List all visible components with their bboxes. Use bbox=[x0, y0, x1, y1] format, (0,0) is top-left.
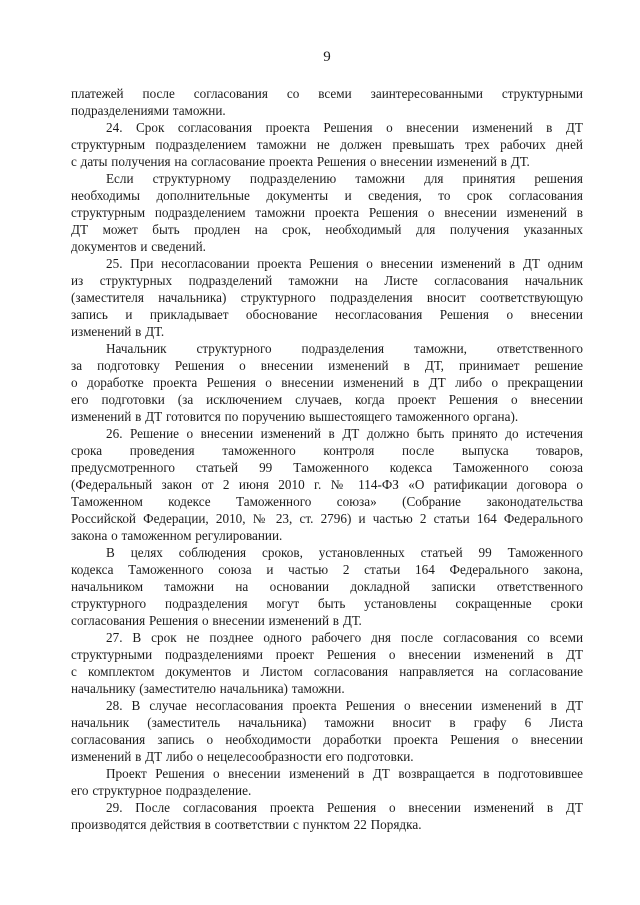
paragraph bbox=[71, 85, 583, 119]
paragraph bbox=[71, 170, 583, 255]
text-line: необходимы дополнительные документы и сведения, то срок согласования bbox=[71, 188, 583, 203]
paragraph bbox=[71, 799, 583, 833]
text-line: запись и прикладывает обоснование несогласования Решения о внесении bbox=[71, 307, 583, 322]
text-line: изменений в ДТ либо о нецелесообразности его подготовки. bbox=[71, 749, 414, 764]
text-line: 25. При несогласовании проекта Решения о внесении изменений в ДТ одним bbox=[106, 256, 583, 271]
text-line: Таможенном кодексе Таможенного союза» (Собрание законодательства bbox=[71, 494, 583, 509]
text-line: согласования запись о необходимости доработки проекта Решения о внесении bbox=[71, 732, 583, 747]
text-line: изменений в ДТ готовится по поручению вышестоящего таможенного органа). bbox=[71, 409, 519, 424]
text-line: 24. Срок согласования проекта Решения о внесении изменений в ДТ bbox=[106, 120, 583, 135]
text-line: о доработке проекта Решения о внесении изменений в ДТ либо о прекращении bbox=[71, 375, 583, 390]
text-line: начальнику (заместителю начальника) таможни. bbox=[71, 681, 345, 696]
text-line: его структурное подразделение. bbox=[71, 783, 252, 798]
document-body bbox=[71, 85, 583, 833]
text-line: структурным подразделением таможни не должен превышать трех рабочих дней bbox=[71, 137, 583, 152]
text-line: его подготовки (за исключением случаев, когда проект Решения о внесении bbox=[71, 392, 583, 407]
paragraph bbox=[71, 697, 583, 765]
text-line: (Федеральный закон от 2 июня 2010 г. № 114-ФЗ «О ратификации договора о bbox=[71, 477, 583, 492]
paragraph bbox=[71, 544, 583, 629]
text-line: структурными подразделениями проект Решения о внесении изменений в ДТ bbox=[71, 647, 583, 662]
page-number: 9 bbox=[323, 49, 331, 65]
paragraph bbox=[71, 119, 583, 170]
text-line: (заместителя начальника) структурного подразделения вносит соответствующую bbox=[71, 290, 583, 305]
text-line: начальником таможни на основании докладной записки ответственного bbox=[71, 579, 583, 594]
text-line: ДТ может быть продлен на срок, необходимый для получения указанных bbox=[71, 222, 583, 237]
text-line: структурного подразделения могут быть установлены сокращенные сроки bbox=[71, 596, 583, 611]
text-line: документов и сведений. bbox=[71, 239, 206, 254]
text-line: производятся действия в соответствии с пунктом 22 Порядка. bbox=[71, 817, 422, 832]
text-line: Начальник структурного подразделения таможни, ответственного bbox=[106, 341, 583, 356]
text-line: Российской Федерации, 2010, № 23, ст. 2796) и частью 2 статьи 164 Федерального bbox=[71, 511, 583, 526]
text-line: кодекса Таможенного союза и частью 2 статьи 164 Федерального закона, bbox=[71, 562, 583, 577]
paragraph bbox=[71, 340, 583, 425]
text-line: закона о таможенном регулировании. bbox=[71, 528, 283, 543]
text-line: В целях соблюдения сроков, установленных статьей 99 Таможенного bbox=[106, 545, 583, 560]
text-line: начальник (заместитель начальника) таможни вносит в графу 6 Листа bbox=[71, 715, 583, 730]
text-line: 29. После согласования проекта Решения о внесении изменений в ДТ bbox=[106, 800, 583, 815]
text-line: из структурных подразделений таможни на Листе согласования начальник bbox=[71, 273, 583, 288]
paragraph bbox=[71, 629, 583, 697]
text-line: Если структурному подразделению таможни для принятия решения bbox=[106, 171, 583, 186]
text-line: платежей после согласования со всеми заинтересованными структурными bbox=[71, 86, 583, 101]
text-line: изменений в ДТ. bbox=[71, 324, 165, 339]
paragraph bbox=[71, 425, 583, 544]
text-line: Проект Решения о внесении изменений в ДТ возвращается в подготовившее bbox=[106, 766, 583, 781]
text-line: предусмотренного статьей 99 Таможенного кодекса Таможенного союза bbox=[71, 460, 583, 475]
text-line: с комплектом документов и Листом согласования направляется на согласование bbox=[71, 664, 583, 679]
text-line: подразделениями таможни. bbox=[71, 103, 226, 118]
paragraph bbox=[71, 765, 583, 799]
paragraph bbox=[71, 255, 583, 340]
text-line: с даты получения на согласование проекта Решения о внесении изменений в ДТ. bbox=[71, 154, 530, 169]
text-line: согласования Решения о внесении изменений в ДТ. bbox=[71, 613, 362, 628]
text-line: 27. В срок не позднее одного рабочего дня после согласования со всеми bbox=[106, 630, 583, 645]
text-line: 28. В случае несогласования проекта Решения о внесении изменений в ДТ bbox=[106, 698, 583, 713]
text-line: срока проведения таможенного контроля после выпуска товаров, bbox=[71, 443, 583, 458]
text-line: структурным подразделением таможни проекта Решения о внесении изменений в bbox=[71, 205, 583, 220]
text-line: 26. Решение о внесении изменений в ДТ должно быть принято до истечения bbox=[106, 426, 583, 441]
text-line: за подготовку Решения о внесении изменений в ДТ, принимает решение bbox=[71, 358, 583, 373]
